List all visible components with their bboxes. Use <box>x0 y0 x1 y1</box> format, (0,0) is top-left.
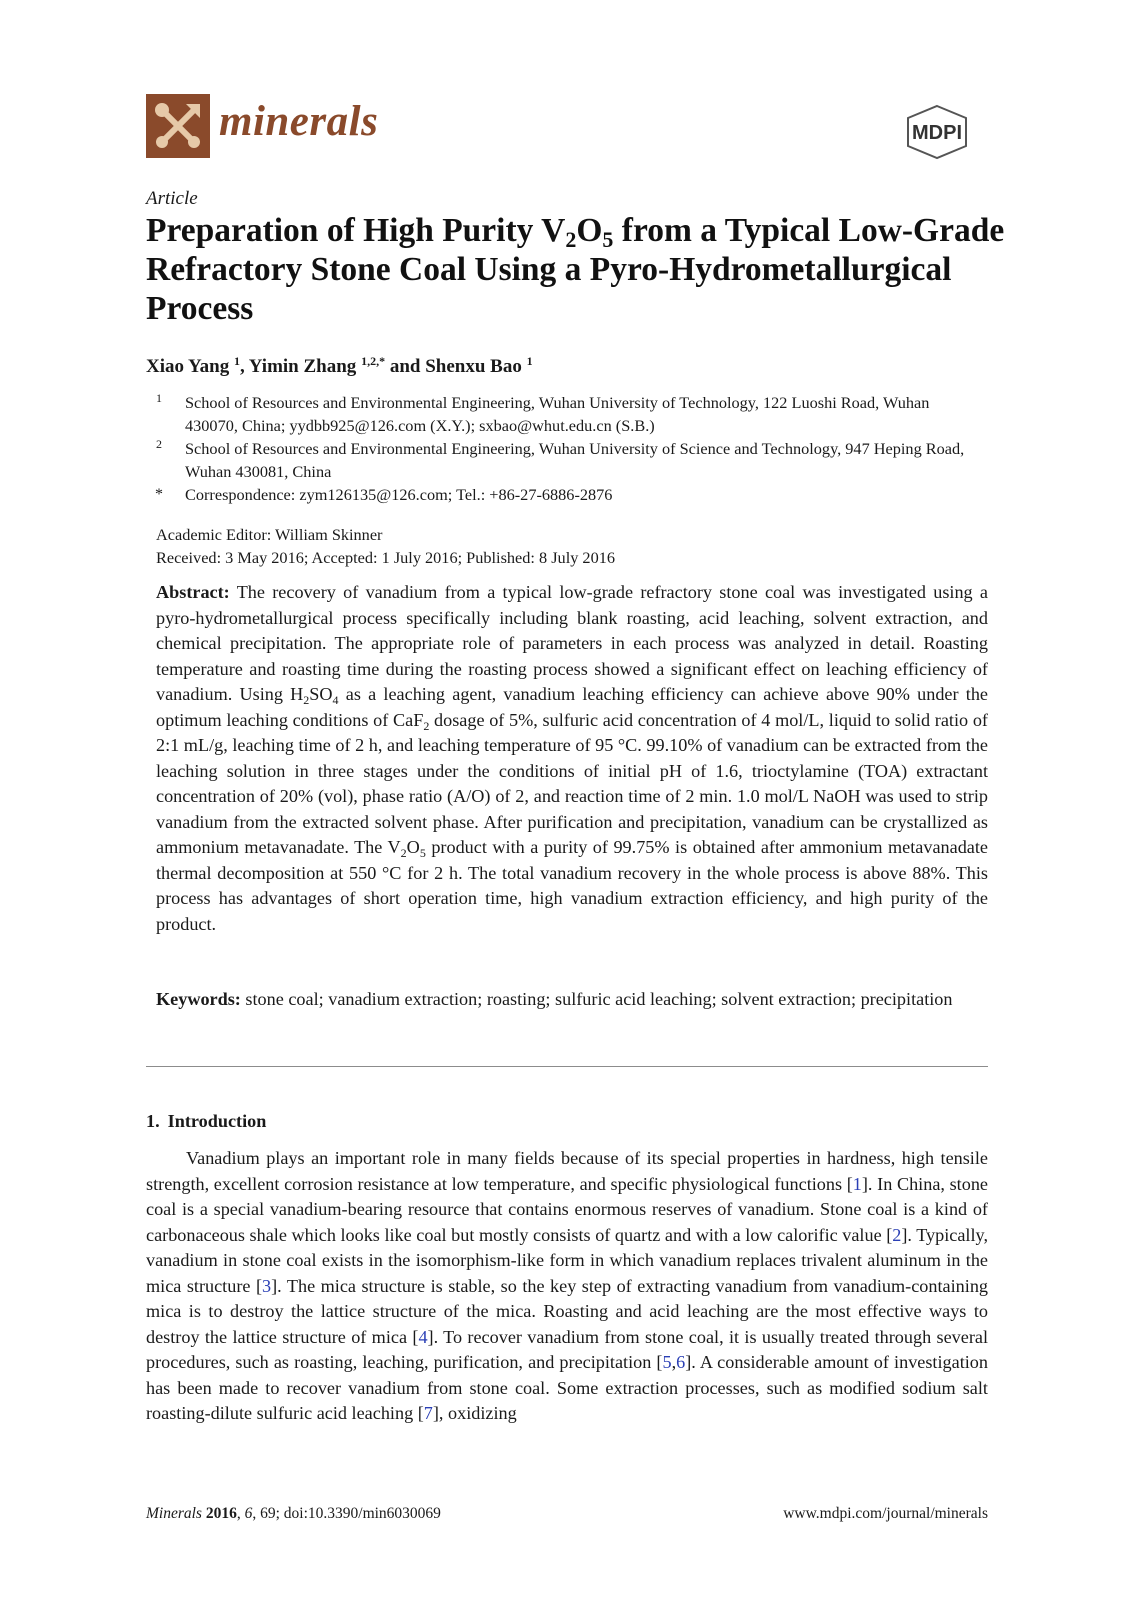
citation-link[interactable]: 5 <box>662 1352 672 1372</box>
affiliation-2: 2 School of Resources and Environmental Engineering, Wuhan University of Science and Technology, 947 Heping Road, Wuhan 430081, China <box>156 437 965 481</box>
keywords: Keywords: stone coal; vanadium extraction; roasting; sulfuric acid leaching; solvent extraction; precipitation <box>156 989 953 1009</box>
abstract-label: Abstract: <box>156 582 230 602</box>
affiliation-1: 1 School of Resources and Environmental Engineering, Wuhan University of Technology, 122 Luoshi Road, Wuhan 430070, China; yydbb925@126.com (X.Y.); sxbao@whut.edu.cn (S.B.) <box>156 391 930 435</box>
mdpi-logo-text: MDPI <box>912 122 962 144</box>
mdpi-logo <box>904 104 970 160</box>
correspondence: * Correspondence: zym126135@126.com; Tel.: +86-27-6886-2876 <box>155 485 613 504</box>
introduction-paragraph: Vanadium plays an important role in many fields because of its special properties in hardness, high tensile strength, excellent corrosion resistance at low temperature, and specific physiological functions [1]. In China, stone coal is a special vanadium-bearing resource that contains enormous reserves of vanadium. Stone coal is a kind of carbonaceous shale which looks like coal but mostly consists of quartz and with a low calorific value [2]. Typically, vanadium in stone coal exists in the isomorphism-like form in which vanadium replaces trivalent aluminum in the mica structure [3]. The mica structure is stable, so the key step of extracting vanadium from vanadium-containing mica is to destroy the lattice structure of the mica. Roasting and acid leaching are the most effective ways to destroy the lattice structure of mica [4]. To recover vanadium from stone coal, it is usually treated through several procedures, such as roasting, leaching, purification, and precipitation [5,6]. A considerable amount of investigation has been made to recover vanadium from stone coal. Some extraction processes, such as modified sodium salt roasting-dilute sulfuric acid leaching [7], oxidizing <box>146 1148 989 1423</box>
author-list: Xiao Yang $^1$, Yimin Zhang $^{1,2,*}$ and Shenxu Bao $^1$ <box>146 354 533 377</box>
footer-citation: Minerals 2016, 6, 69; doi:10.3390/min6030069 <box>146 1505 441 1522</box>
citation-link[interactable]: 2 <box>892 1224 902 1245</box>
citation-link[interactable]: 3 <box>262 1275 272 1296</box>
journal-logo-icon <box>146 94 210 158</box>
article-type: Article <box>146 188 198 209</box>
editor-info <box>156 523 615 569</box>
section-heading-introduction: 1. Introduction <box>146 1111 267 1131</box>
paper-title: Preparation of High Purity $V_2O_5$ from a Typical Low-Grade Refractory Stone Coal Using a Pyro-Hydrometallurgical Process <box>146 212 1005 327</box>
citation-link[interactable]: 7 <box>423 1403 433 1423</box>
citation-link[interactable]: 4 <box>418 1326 428 1347</box>
publication-dates: Received: 3 May 2016; Accepted: 1 July 2016; Published: 8 July 2016 <box>156 548 615 567</box>
abstract: Abstract: The recovery of vanadium from a typical low-grade refractory stone coal was investigated using a pyro-hydrometallurgical process specifically including blank roasting, acid leaching, solvent extraction, and chemical precipitation. The appropriate role of parameters in each process was analyzed in detail. Roasting temperature and roasting time during the roasting process showed a significant effect on leaching efficiency of vanadium. Using $H_2SO_4$ as a leaching agent, vanadium leaching efficiency can achieve above 90% under the optimum leaching conditions of CaF$_2$ dosage of 5%, sulfuric acid concentration of 4 mol/L, liquid to solid ratio of 2:1 mL/g, leaching time of 2 h, and leaching temperature of 95 °C. 99.10% of vanadium can be extracted from the leaching solution in three stages under the conditions of initial pH of 1.6, trioctylamine (TOA) extractant concentration of 20% (vol), phase ratio (A/O) of 2, and reaction time of 2 min. 1.0 mol/L NaOH was used to strip vanadium from the extracted solvent phase. After purification and precipitation, vanadium can be crystallized as ammonium metavanadate. The $V_2O_5$ product with a purity of 99.75% is obtained after ammonium metavanadate thermal decomposition at 550 °C for 2 h. The total vanadium recovery in the whole process is above 88%. This process has advantages of short operation time, high vanadium extraction efficiency, and high purity of the product. <box>156 582 988 934</box>
footer-url[interactable]: www.mdpi.com/journal/minerals <box>783 1505 988 1522</box>
citation-link[interactable]: 1 <box>852 1173 862 1194</box>
journal-name: minerals <box>219 98 379 145</box>
section-divider <box>146 1066 988 1067</box>
citation-link[interactable]: 6 <box>676 1352 686 1372</box>
academic-editor: Academic Editor: William Skinner <box>156 525 383 544</box>
keywords-label: Keywords: <box>156 989 241 1009</box>
